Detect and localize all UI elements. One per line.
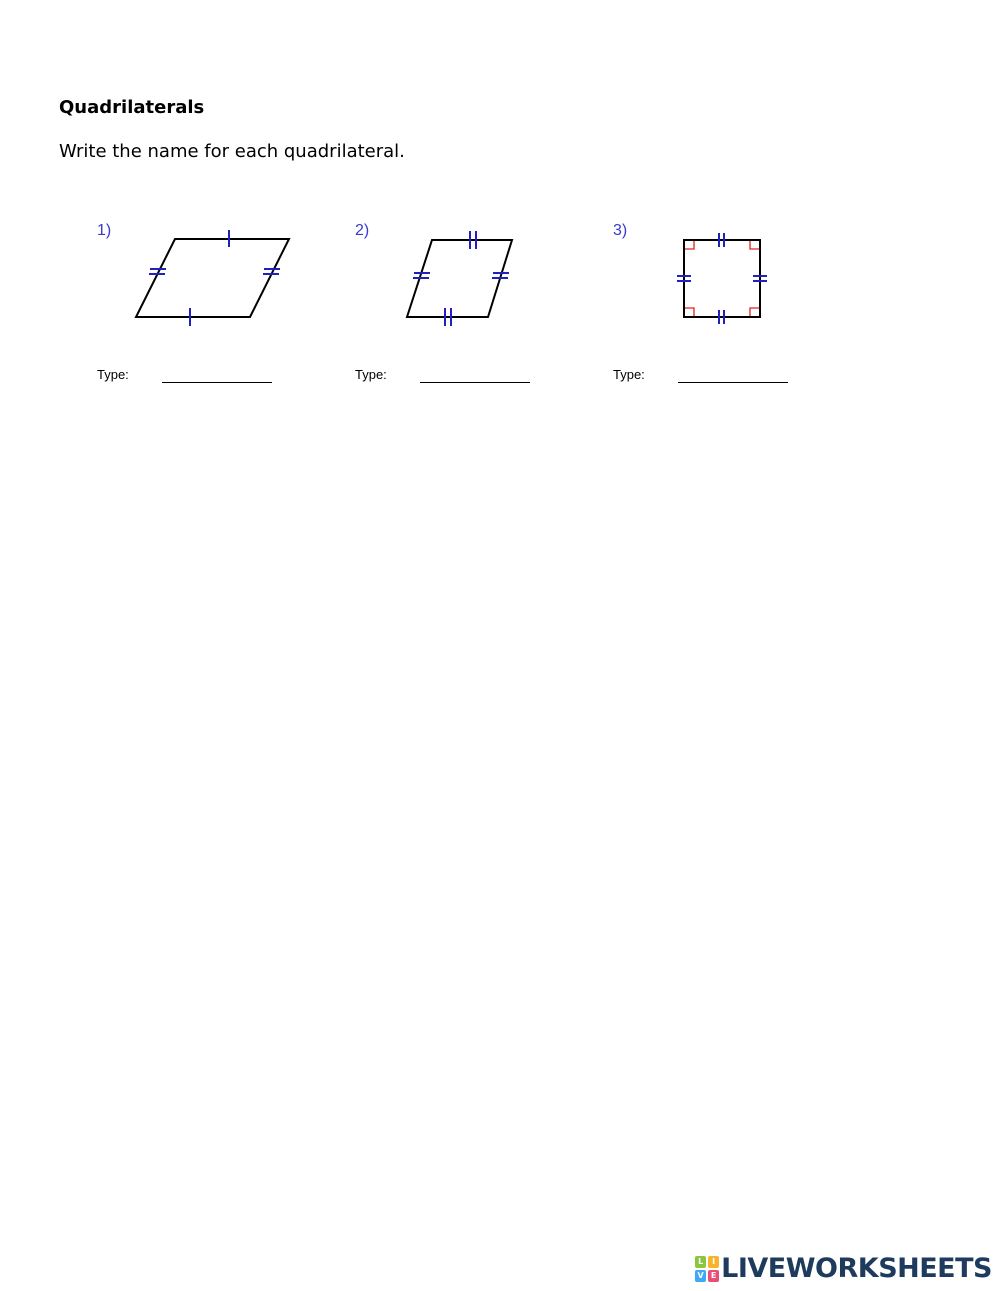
figure-2-answer-input[interactable] — [420, 370, 530, 383]
figure-2-panel — [348, 210, 568, 395]
square-tick-marks — [677, 233, 767, 324]
figure-3-number: 3) — [613, 222, 628, 239]
logo-tile-l: L — [695, 1256, 706, 1268]
figure-3-panel — [606, 210, 826, 395]
rhombus-tick-marks — [149, 230, 280, 326]
parallelogram-tick-marks — [413, 231, 509, 326]
logo-tile-e: E — [708, 1270, 719, 1282]
square-outline — [684, 240, 760, 317]
worksheet-instruction: Write the name for each quadrilateral. — [59, 141, 405, 162]
figure-3-type-label: Type: — [613, 367, 645, 382]
logo-tile-v: V — [695, 1270, 706, 1282]
figure-1-number: 1) — [97, 222, 112, 239]
worksheet-title: Quadrilaterals — [59, 97, 205, 118]
figure-1-answer-input[interactable] — [162, 370, 272, 383]
brand-wordmark: LIVEWORKSHEETS — [721, 1253, 992, 1284]
figure-1-type-label: Type: — [97, 367, 129, 382]
right-angle-marks — [685, 241, 759, 316]
liveworksheets-logo — [695, 1256, 719, 1282]
rhombus-outline — [136, 239, 289, 317]
figure-2-type-label: Type: — [355, 367, 387, 382]
liveworksheets-brand — [695, 1253, 992, 1284]
logo-tile-i: I — [708, 1256, 719, 1268]
figure-1-panel — [90, 210, 310, 395]
figure-2-number: 2) — [355, 222, 370, 239]
figure-3-answer-input[interactable] — [678, 370, 788, 383]
